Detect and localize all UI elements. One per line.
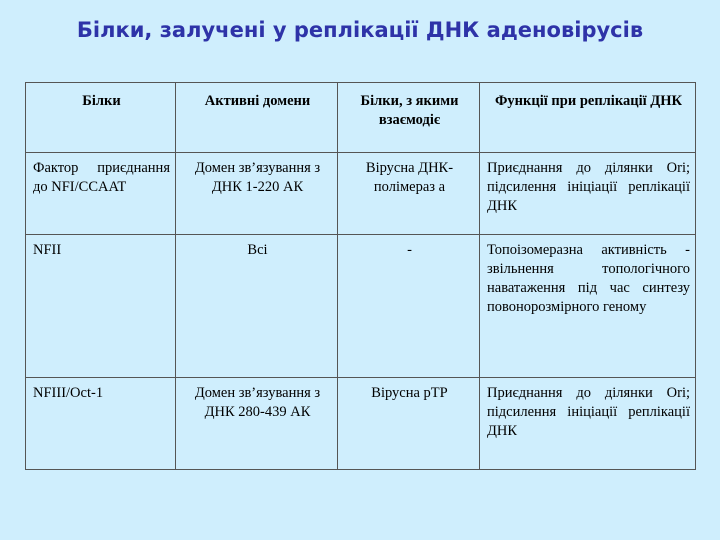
cell-functions: Приєднання до ділянки Ori; підсилення ініціації реплікації ДНК <box>480 153 696 235</box>
header-active-domains: Активні домени <box>176 83 338 153</box>
header-proteins: Білки <box>26 83 176 153</box>
cell-functions: Приєднання до ділянки Ori; підсилення ініціації реплікації ДНК <box>480 378 696 470</box>
table-header-row <box>26 83 696 153</box>
cell-domains: Всі <box>176 235 338 378</box>
header-replication-functions: Функції при реплікації ДНК <box>480 83 696 153</box>
table-row <box>26 153 696 235</box>
table-row <box>26 378 696 470</box>
table-row <box>26 235 696 378</box>
proteins-table <box>25 82 696 470</box>
header-interacting-proteins: Білки, з якими взаємодіє <box>338 83 480 153</box>
cell-domains: Домен зв’язування з ДНК 280-439 АК <box>176 378 338 470</box>
cell-partners: Вірусна ДНК-полімераз а <box>338 153 480 235</box>
page-title: Білки, залучені у реплікації ДНК аденовірусів <box>76 18 644 42</box>
cell-protein: NFIII/Oct-1 <box>26 378 176 470</box>
cell-partners: Вірусна pTP <box>338 378 480 470</box>
cell-functions: Топоізомеразна активність - звільнення топологічного наватаження під час синтезу повонорозмірного геному <box>480 235 696 378</box>
cell-domains: Домен зв’язування з ДНК 1-220 АК <box>176 153 338 235</box>
cell-protein: Фактор приєднання до NFI/CCAAT <box>26 153 176 235</box>
cell-protein: NFII <box>26 235 176 378</box>
cell-partners: - <box>338 235 480 378</box>
